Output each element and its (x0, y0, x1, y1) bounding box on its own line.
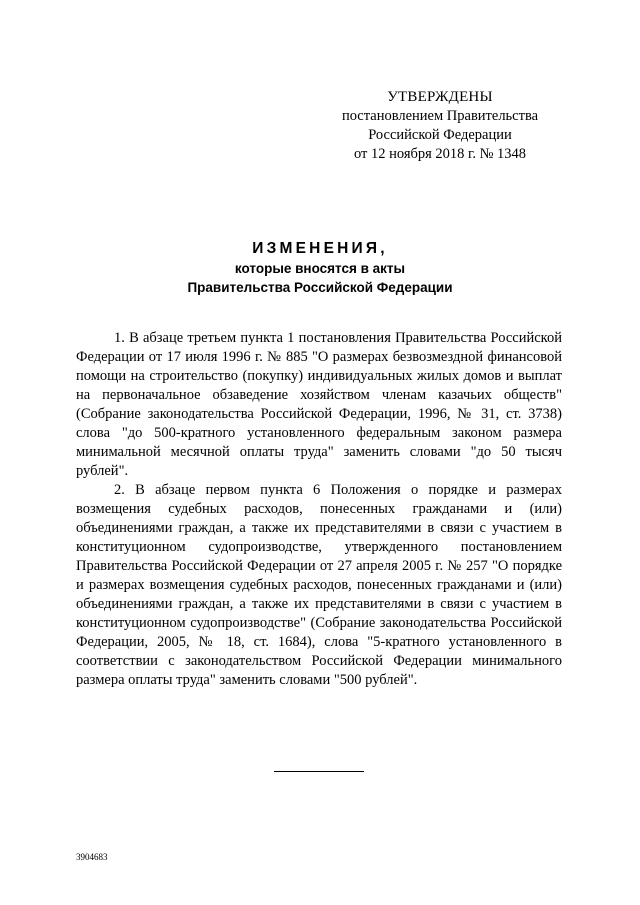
document-body (76, 329, 562, 690)
approval-title: УТВЕРЖДЕНЫ (387, 89, 493, 105)
document-code: 3904683 (76, 852, 108, 862)
approval-line-issuer: постановлением Правительства (341, 108, 539, 124)
closing-divider (274, 771, 364, 772)
approval-stamp (330, 88, 550, 164)
paragraph-item-2: 2. В абзаце первом пункта 6 Положения о порядке и размерах возмещения судебных расходов, понесенных гражданами и (или) объединениями граждан, а также их представителями в связи с участием в конституционном судопроизводстве, утвержденного постановлением Правительства Российской Федерации от 27 апреля 2005 г. № 257 "О порядке и размерах возмещения судебных расходов, понесенных гражданами и (или) объединениями граждан, а также их представителями в связи с участием в конституционном судопроизводстве" (Собрание законодательства Российской Федерации, 2005, № 18, ст. 1684), слова "5-кратного установленного в соответствии с законодательством Российской Федерации минимального размера оплаты труда" заменить словами "500 рублей". (76, 482, 562, 688)
approval-line-government: Российской Федерации (368, 127, 512, 143)
paragraph-item-1: 1. В абзаце третьем пункта 1 постановления Правительства Российской Федерации от 17 июля 1996 г. № 885 "О размерах безвозмездной финансовой помощи на строительство (покупку) индивидуальных жилых домов и выплат на первоначальное обзаведение хозяйством членам казачьих обществ" (Собрание законодательства Российской Федерации, 1996, № 31, ст. 3738) слова "до 500-кратного установленного федеральным законом размера минимальной месячной оплаты труда" заменить словами "до 50 тысяч рублей". (76, 330, 562, 479)
document-title: ИЗМЕНЕНИЯ, (252, 240, 388, 257)
document-subtitle-line1: которые вносятся в акты (234, 261, 406, 276)
document-heading (0, 239, 640, 297)
document-subtitle-line2: Правительства Российской Федерации (187, 280, 453, 295)
approval-line-date-number: от 12 ноября 2018 г. № 1348 (353, 146, 527, 162)
